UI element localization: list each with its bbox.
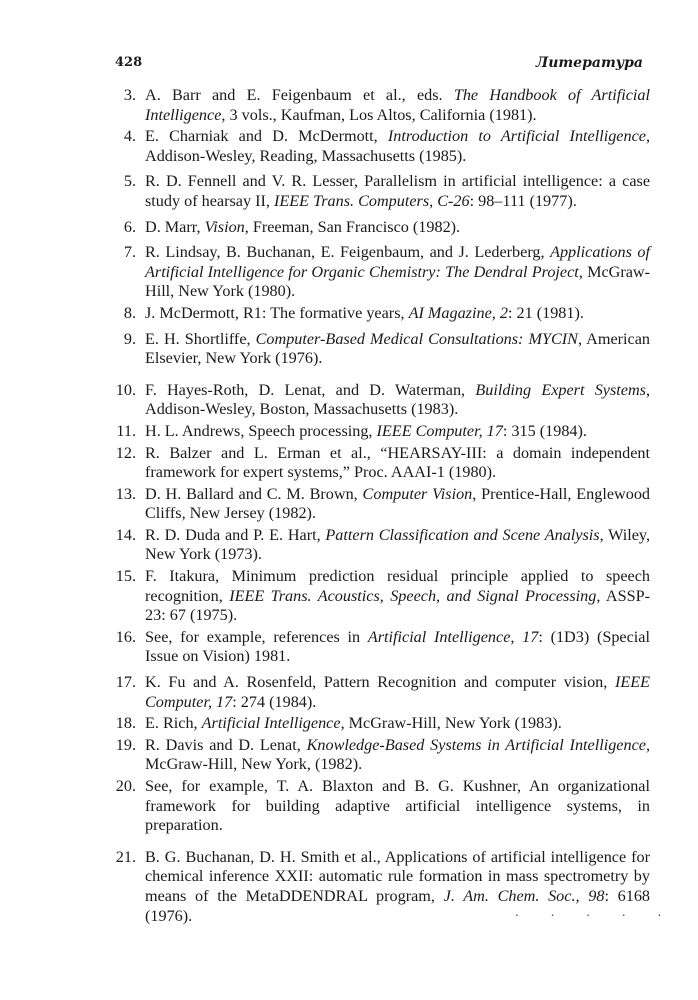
reference-text: : 6168 (1976). [145,886,651,925]
reference-text: E. Charniak and D. McDermott, [145,127,388,146]
reference-item [100,628,650,667]
reference-item [100,485,650,524]
reference-text: , American Elsevier, New York (1976). [145,329,650,368]
reference-text: E. Rich, [145,714,202,733]
reference-text: R. D. Fennell and V. R. Lesser, Parallelism in artificial intelligence: a case study of hearsay II, [145,172,650,210]
reference-item [100,218,650,238]
reference-title: The Handbook of Artificial Intelligence [145,86,650,124]
reference-text: , 3 vols., Kaufman, Los Altos, California (1981). [221,105,537,124]
reference-title: Knowledge-Based Systems in Artificial Intelligence [306,735,646,754]
reference-number: 14. [115,525,136,544]
reference-number: 20. [115,777,136,795]
reference-text: , Freeman, San Francisco (1982). [244,217,461,236]
reference-item [100,422,650,442]
reference-number: 18. [115,714,136,733]
reference-title: Pattern Classification and Scene Analysis [325,525,600,544]
reference-text: , Prentice-Hall, Englewood Cliffs, New Jersey (1982). [145,484,651,523]
reference-text: : (1D3) (Special Issue on Vision) 1981. [145,627,650,666]
reference-text: , McGraw-Hill, New York (1983). [340,714,562,733]
page-header [115,55,643,75]
reference-title: Computer Vision [362,484,473,503]
reference-title: Applications of Artificial Intelligence for Organic Chemistry: The Dendral Project [145,243,650,281]
reference-text: , McGraw-Hill, New York, (1982). [145,735,650,774]
reference-title: Computer-Based Medical Consultations: MYCIN [255,329,578,348]
reference-text: See, for example, references in [145,627,368,646]
reference-text: B. G. Buchanan, D. H. Smith et al., Applications of artificial intelligence for chemical inference XXII: automatic rule formation in mass spectrometry by means of the MetaDDENDRAL program, [145,847,650,905]
reference-number: 21. [115,847,136,866]
reference-text: H. L. Andrews, Speech processing, [145,421,377,440]
reference-text: : 98–111 (1977). [469,191,577,210]
reference-text: R. Lindsay, B. Buchanan, E. Feigenbaum, and J. Lederberg, [145,243,551,262]
reference-text: D. H. Ballard and C. M. Brown, [145,484,363,503]
reference-text: , ASSP-23: 67 (1975). [145,586,650,625]
reference-number: 13. [115,484,136,503]
reference-number: 4. [123,127,136,146]
reference-title: J. Am. Chem. Soc., 98 [443,886,605,905]
reference-number: 6. [123,217,136,236]
reference-title: Introduction to Artificial Intelligence [387,127,646,146]
reference-item [100,86,650,125]
reference-item [100,673,650,712]
reference-text: R. D. Duda and P. E. Hart, [145,525,326,544]
reference-number: 15. [115,567,136,586]
reference-title: IEEE Computer, 17 [376,421,503,440]
reference-item [100,526,650,565]
reference-text: R. Balzer and L. Erman et al., “HEARSAY-III: a domain independent framework for expert systems,” Proc. AAAI-1 (1980). [145,443,650,482]
reference-item [100,381,650,420]
reference-text: See, for example, T. A. Blaxton and B. G. Kushner, An organizational framework for building adaptive artificial intelligence systems, in preparation. [145,777,650,835]
reference-text: : 21 (1981). [507,303,584,322]
reference-item [100,736,650,775]
reference-number: 19. [115,735,136,754]
reference-text: J. McDermott, R1: The formative years, [145,303,409,322]
reference-text: E. H. Shortliffe, [145,329,256,348]
reference-item [100,714,650,734]
reference-title: AI Magazine, 2 [408,303,508,322]
running-title: Литература [535,55,643,71]
reference-text: : 274 (1984). [232,692,317,711]
reference-item [100,172,650,211]
reference-number: 5. [123,172,136,191]
reference-text: : 315 (1984). [502,421,587,440]
reference-title: IEEE Computer, 17 [145,673,650,711]
reference-number: 10. [115,380,136,399]
reference-list [100,86,650,928]
reference-title: IEEE Trans. Computers, C-26 [274,191,470,210]
reference-text: , Addison-Wesley, Boston, Massachusetts (1983). [145,380,651,419]
reference-title: Vision [204,217,245,236]
reference-number: 7. [123,243,136,262]
reference-item [100,330,650,369]
page-number: 428 [115,55,143,70]
reference-title: IEEE Trans. Acoustics, Speech, and Signal Processing [229,586,597,605]
reference-number: 12. [115,443,136,462]
reference-text: F. Itakura, Minimum prediction residual principle applied to speech recognition, [145,567,650,605]
reference-number: 16. [115,627,136,646]
reference-number: 17. [115,673,136,692]
reference-text: , McGraw-Hill, New York (1980). [145,262,650,301]
reference-text: , Wiley, New York (1973). [145,525,650,564]
reference-number: 11. [116,421,136,440]
reference-text: D. Marr, [145,217,205,236]
reference-text: , Addison-Wesley, Reading, Massachusetts (1985). [145,127,650,165]
reference-number: 3. [123,86,136,104]
reference-title: Building Expert Systems [475,380,646,399]
reference-item [100,567,650,626]
scan-marks: . . . . . [515,905,676,919]
reference-item [100,444,650,483]
reference-text: R. Davis and D. Lenat, [145,735,307,754]
reference-text: F. Hayes-Roth, D. Lenat, and D. Waterman, [145,380,476,399]
reference-item [100,777,650,836]
reference-title: Artificial Intelligence [201,714,341,733]
reference-text: K. Fu and A. Rosenfeld, Pattern Recognition and computer vision, [145,673,615,692]
reference-text: A. Barr and E. Feigenbaum et al., eds. [145,86,454,104]
reference-item [100,243,650,302]
reference-item [100,127,650,166]
reference-number: 9. [123,329,136,348]
reference-number: 8. [123,303,136,322]
reference-item [100,304,650,324]
reference-title: Artificial Intelligence, 17 [367,627,539,646]
